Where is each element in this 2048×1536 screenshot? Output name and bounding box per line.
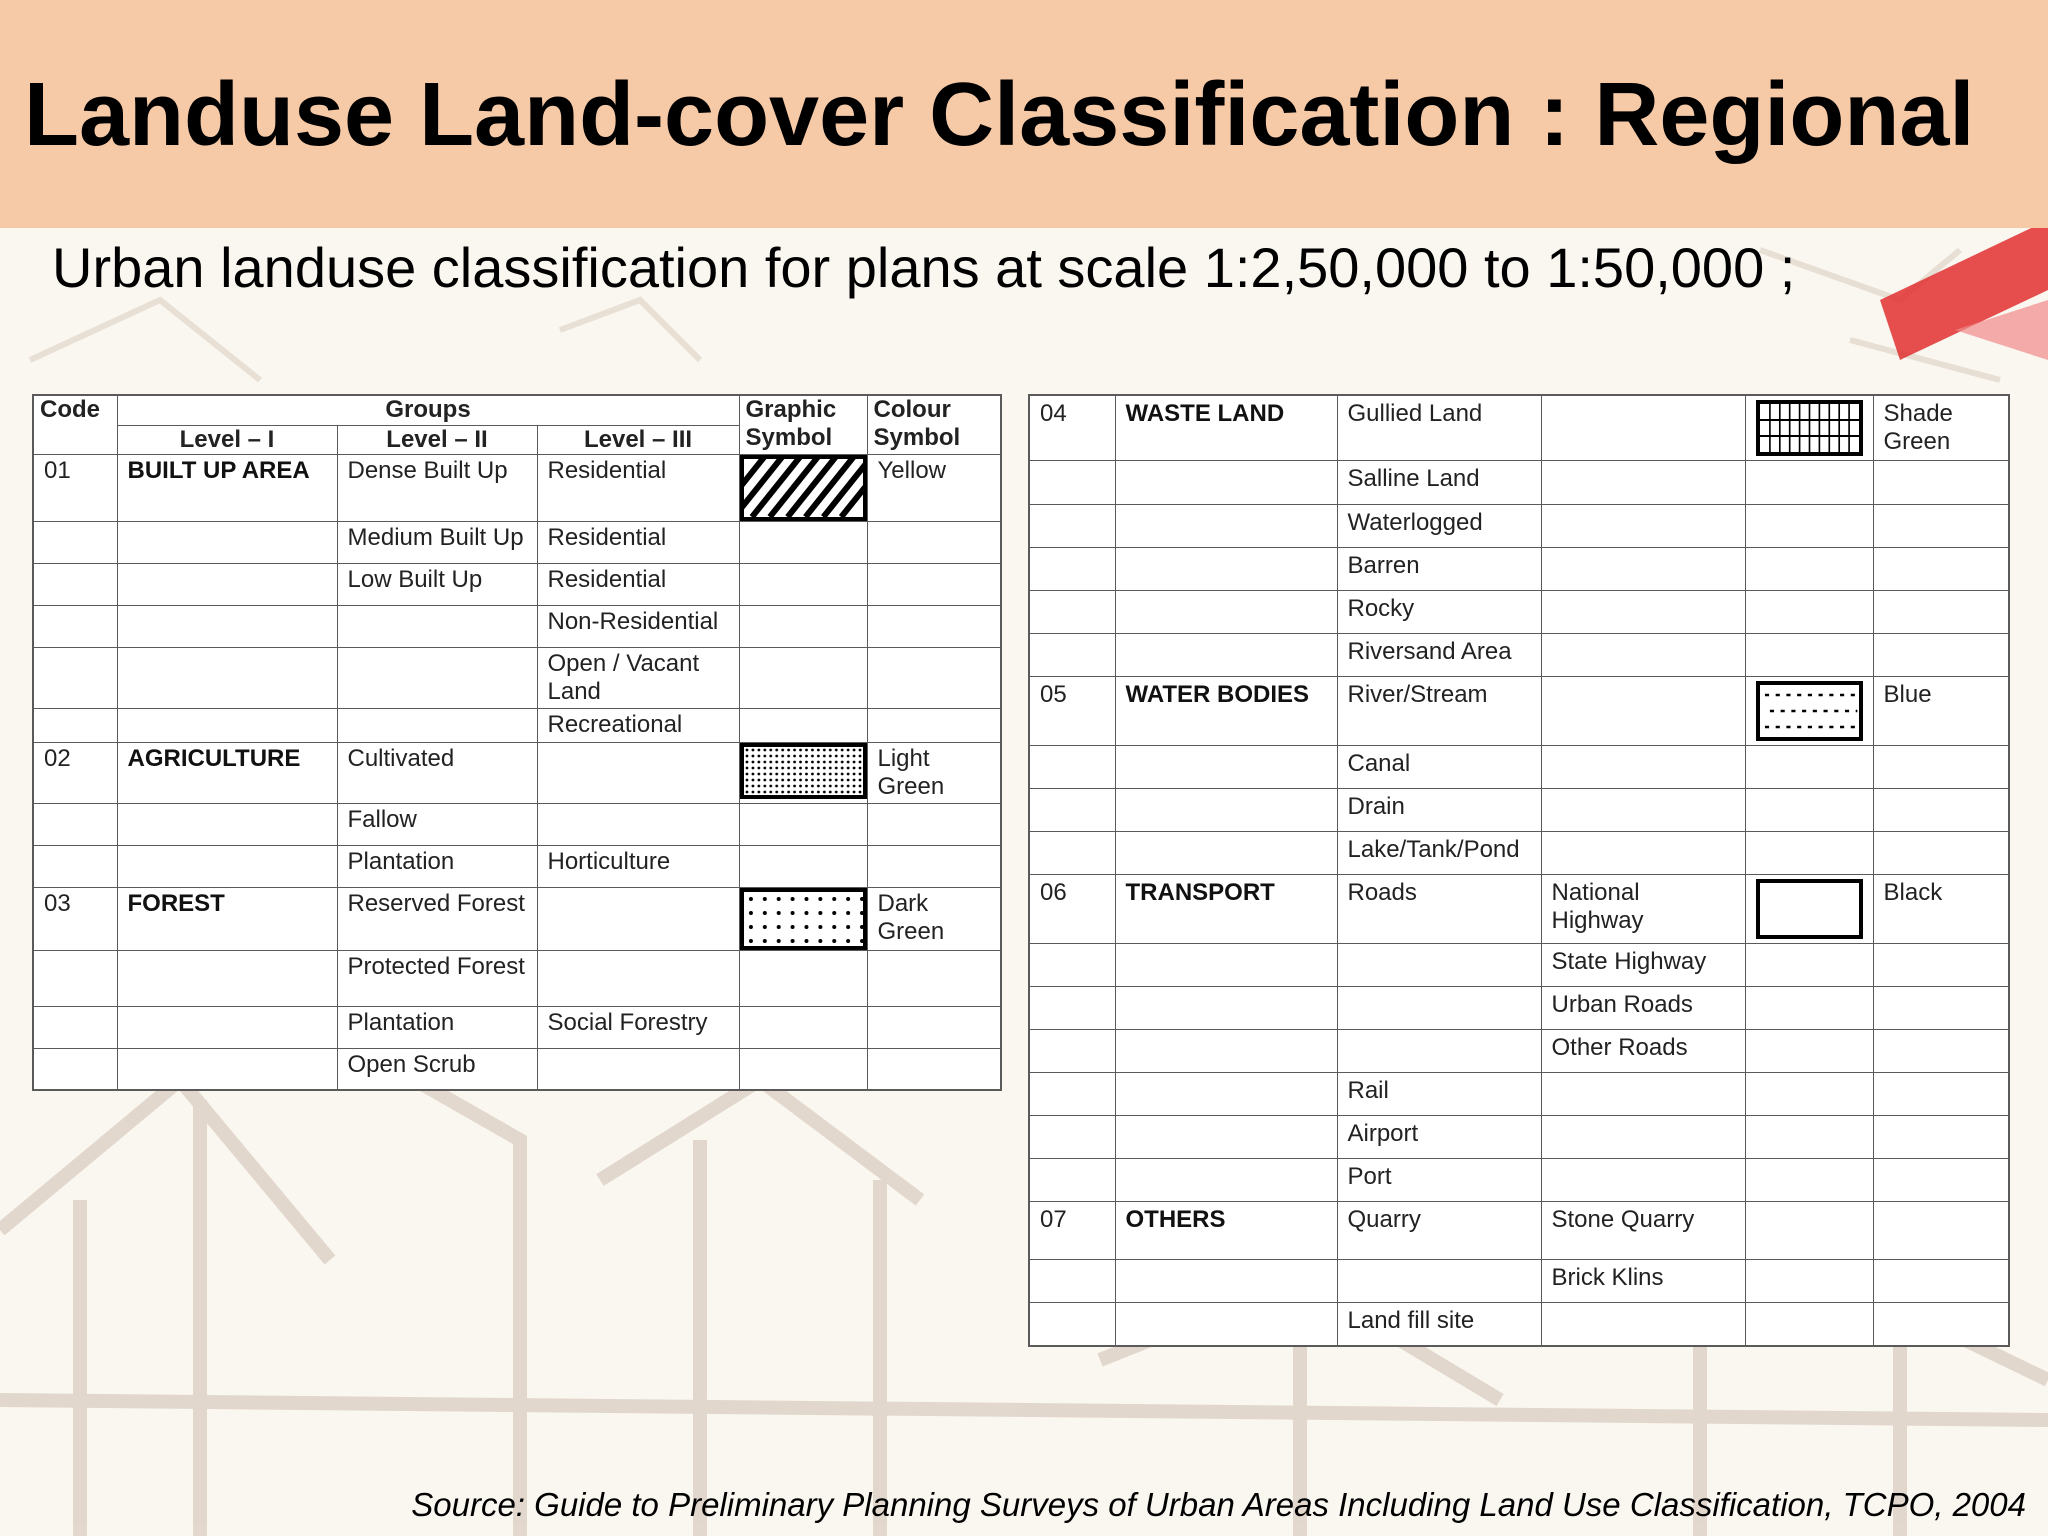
cell-code: 03 xyxy=(33,887,117,950)
cell-level1 xyxy=(1115,789,1337,832)
cell-graphic xyxy=(739,887,867,950)
table-row xyxy=(1029,1202,2009,1260)
grid-icon xyxy=(1760,404,1859,452)
cell-code xyxy=(1029,461,1115,505)
cell-level2: Lake/Tank/Pond xyxy=(1337,832,1541,875)
cell-level1 xyxy=(1115,1073,1337,1116)
cell-level3 xyxy=(1541,832,1745,875)
cell-colour xyxy=(1873,944,2009,987)
cell-level3 xyxy=(537,950,739,1006)
table-row xyxy=(1029,789,2009,832)
table-row xyxy=(33,742,1001,803)
cell-level2: Barren xyxy=(1337,548,1541,591)
cell-level3: Residential xyxy=(537,521,739,563)
table-row xyxy=(1029,1303,2009,1346)
cell-graphic xyxy=(1745,634,1873,677)
cell-level2: Drain xyxy=(1337,789,1541,832)
cell-graphic xyxy=(1745,548,1873,591)
cell-level1 xyxy=(117,1006,337,1048)
cell-level3 xyxy=(537,803,739,845)
cell-level2: Open Scrub xyxy=(337,1048,537,1090)
table-row xyxy=(33,563,1001,605)
cell-level1 xyxy=(1115,746,1337,789)
cell-level1 xyxy=(1115,461,1337,505)
cell-code xyxy=(1029,944,1115,987)
cell-level2: Port xyxy=(1337,1159,1541,1202)
cell-level2: Gullied Land xyxy=(1337,395,1541,461)
cell-graphic xyxy=(739,521,867,563)
cell-level2: Protected Forest xyxy=(337,950,537,1006)
cell-colour: Blue xyxy=(1873,677,2009,746)
cell-level2 xyxy=(1337,1030,1541,1073)
cell-level2 xyxy=(337,605,537,647)
cell-colour xyxy=(867,647,1001,708)
table-row xyxy=(1029,505,2009,548)
cell-colour xyxy=(1873,987,2009,1030)
cell-level3: Social Forestry xyxy=(537,1006,739,1048)
cell-colour xyxy=(867,1006,1001,1048)
cell-graphic xyxy=(739,742,867,803)
cell-level2: Cultivated xyxy=(337,742,537,803)
table-row xyxy=(1029,1116,2009,1159)
cell-level1 xyxy=(1115,1116,1337,1159)
cell-level1 xyxy=(1115,548,1337,591)
cell-level2: Land fill site xyxy=(1337,1303,1541,1346)
cell-level3 xyxy=(1541,461,1745,505)
table-row xyxy=(33,803,1001,845)
cell-level1 xyxy=(1115,1260,1337,1303)
table-row xyxy=(33,950,1001,1006)
header-code: Code xyxy=(33,395,117,454)
grid-symbol xyxy=(1756,400,1863,456)
cell-code: 02 xyxy=(33,742,117,803)
cell-colour: Light Green xyxy=(867,742,1001,803)
cell-level2: Medium Built Up xyxy=(337,521,537,563)
cell-code: 05 xyxy=(1029,677,1115,746)
sparse-dot-symbol xyxy=(740,888,867,950)
cell-code: 07 xyxy=(1029,1202,1115,1260)
cell-level2 xyxy=(337,647,537,708)
cell-graphic xyxy=(1745,1159,1873,1202)
cell-colour: Yellow xyxy=(867,454,1001,521)
cell-level2 xyxy=(1337,987,1541,1030)
cell-level2: Airport xyxy=(1337,1116,1541,1159)
cell-code xyxy=(33,803,117,845)
cell-level3: Open / Vacant Land xyxy=(537,647,739,708)
table-row xyxy=(33,887,1001,950)
cell-level1 xyxy=(1115,634,1337,677)
cell-colour xyxy=(867,563,1001,605)
table-row xyxy=(33,1048,1001,1090)
cell-level1: FOREST xyxy=(117,887,337,950)
cell-level3: National Highway xyxy=(1541,875,1745,944)
cell-level3: Residential xyxy=(537,454,739,521)
table-row xyxy=(1029,944,2009,987)
cell-graphic xyxy=(1745,832,1873,875)
table-row xyxy=(33,708,1001,742)
cell-graphic xyxy=(739,563,867,605)
cell-level1 xyxy=(1115,505,1337,548)
table-row xyxy=(33,521,1001,563)
cell-code xyxy=(33,563,117,605)
cell-code xyxy=(1029,1030,1115,1073)
sparse-dot-icon xyxy=(744,892,863,946)
table-row xyxy=(1029,1073,2009,1116)
cell-level1: WATER BODIES xyxy=(1115,677,1337,746)
cell-graphic xyxy=(739,845,867,887)
cell-code xyxy=(1029,789,1115,832)
cell-code xyxy=(1029,548,1115,591)
cell-level3 xyxy=(1541,395,1745,461)
cell-level2: Roads xyxy=(1337,875,1541,944)
cell-colour xyxy=(867,708,1001,742)
cell-colour xyxy=(1873,548,2009,591)
cell-code xyxy=(1029,832,1115,875)
cell-level1 xyxy=(117,647,337,708)
source-citation: Source: Guide to Preliminary Planning Surveys of Urban Areas Including Land Use Classification, TCPO, 2004 xyxy=(411,1486,2026,1523)
cell-level1 xyxy=(1115,832,1337,875)
cell-level2: Canal xyxy=(1337,746,1541,789)
classification-table-left xyxy=(32,394,1002,1091)
table-row xyxy=(1029,832,2009,875)
cell-level1 xyxy=(117,950,337,1006)
cell-level1: TRANSPORT xyxy=(1115,875,1337,944)
cell-colour xyxy=(867,521,1001,563)
cell-level1 xyxy=(1115,944,1337,987)
diagonal-hatch-icon xyxy=(744,459,863,517)
cell-code xyxy=(1029,746,1115,789)
cell-level2: Plantation xyxy=(337,1006,537,1048)
cell-graphic xyxy=(739,454,867,521)
dash-symbol xyxy=(1756,681,1863,741)
cell-level3 xyxy=(1541,1303,1745,1346)
cell-level2 xyxy=(1337,1260,1541,1303)
table-row xyxy=(33,647,1001,708)
cell-code xyxy=(1029,1116,1115,1159)
cell-graphic xyxy=(1745,944,1873,987)
table-row xyxy=(33,1006,1001,1048)
cell-graphic xyxy=(739,708,867,742)
dense-dot-symbol xyxy=(740,743,867,799)
title-band xyxy=(0,0,2048,228)
cell-level1 xyxy=(117,1048,337,1090)
cell-level2 xyxy=(1337,944,1541,987)
cell-level1: AGRICULTURE xyxy=(117,742,337,803)
header-graphic-symbol: Graphic Symbol xyxy=(739,395,867,454)
cell-graphic xyxy=(1745,461,1873,505)
cell-level2: Riversand Area xyxy=(1337,634,1541,677)
cell-level3 xyxy=(537,1048,739,1090)
cell-level3: Urban Roads xyxy=(1541,987,1745,1030)
cell-level1 xyxy=(117,803,337,845)
cell-graphic xyxy=(1745,987,1873,1030)
cell-level2: Salline Land xyxy=(1337,461,1541,505)
cell-level3 xyxy=(1541,1159,1745,1202)
cell-level3: Recreational xyxy=(537,708,739,742)
cell-code xyxy=(1029,1159,1115,1202)
cell-colour xyxy=(867,950,1001,1006)
table-row xyxy=(1029,677,2009,746)
cell-level3: Non-Residential xyxy=(537,605,739,647)
table-row xyxy=(1029,395,2009,461)
cell-level2: Reserved Forest xyxy=(337,887,537,950)
table-row xyxy=(1029,987,2009,1030)
cell-code xyxy=(1029,1260,1115,1303)
cell-level2: Rocky xyxy=(1337,591,1541,634)
cell-graphic xyxy=(1745,395,1873,461)
cell-code xyxy=(33,708,117,742)
cell-level2: River/Stream xyxy=(1337,677,1541,746)
cell-code xyxy=(1029,634,1115,677)
cell-level3 xyxy=(537,887,739,950)
cell-colour xyxy=(1873,461,2009,505)
page-subtitle: Urban landuse classification for plans at scale 1:2,50,000 to 1:50,000 ; xyxy=(52,236,1796,299)
cell-colour xyxy=(1873,1159,2009,1202)
cell-colour xyxy=(867,845,1001,887)
cell-level1 xyxy=(117,521,337,563)
cell-level2: Plantation xyxy=(337,845,537,887)
cell-level3: Horticulture xyxy=(537,845,739,887)
cell-colour xyxy=(1873,1260,2009,1303)
classification-table-right xyxy=(1028,394,2010,1347)
cell-level2: Dense Built Up xyxy=(337,454,537,521)
cell-level1 xyxy=(117,605,337,647)
table-row xyxy=(1029,1159,2009,1202)
cell-code xyxy=(1029,591,1115,634)
cell-graphic xyxy=(739,605,867,647)
dense-dot-icon xyxy=(744,747,863,795)
cell-level1 xyxy=(117,708,337,742)
cell-colour xyxy=(1873,832,2009,875)
table-row xyxy=(1029,1030,2009,1073)
cell-graphic xyxy=(1745,746,1873,789)
cell-level3: Brick Klins xyxy=(1541,1260,1745,1303)
table-row xyxy=(1029,875,2009,944)
cell-colour xyxy=(867,803,1001,845)
cell-level2: Fallow xyxy=(337,803,537,845)
cell-graphic xyxy=(739,803,867,845)
cell-graphic xyxy=(739,1006,867,1048)
cell-graphic xyxy=(1745,1116,1873,1159)
cell-level3 xyxy=(1541,591,1745,634)
plain-box-symbol xyxy=(1756,879,1863,939)
cell-level3 xyxy=(1541,1073,1745,1116)
table-row xyxy=(1029,1260,2009,1303)
table-row xyxy=(33,605,1001,647)
cell-colour xyxy=(1873,634,2009,677)
cell-code: 04 xyxy=(1029,395,1115,461)
cell-level3: Stone Quarry xyxy=(1541,1202,1745,1260)
cell-level1: OTHERS xyxy=(1115,1202,1337,1260)
table-row xyxy=(1029,634,2009,677)
table-row xyxy=(33,845,1001,887)
cell-level3 xyxy=(1541,746,1745,789)
cell-graphic xyxy=(1745,677,1873,746)
cell-level1 xyxy=(117,845,337,887)
cell-level3 xyxy=(1541,789,1745,832)
cell-level3 xyxy=(1541,505,1745,548)
cell-level2 xyxy=(337,708,537,742)
cell-code: 06 xyxy=(1029,875,1115,944)
cell-colour xyxy=(1873,1030,2009,1073)
cell-colour xyxy=(1873,505,2009,548)
cell-level1 xyxy=(117,563,337,605)
table-row xyxy=(1029,461,2009,505)
cell-level1 xyxy=(1115,1303,1337,1346)
cell-code xyxy=(33,605,117,647)
cell-level2: Rail xyxy=(1337,1073,1541,1116)
cell-code xyxy=(33,950,117,1006)
cell-graphic xyxy=(1745,789,1873,832)
cell-level2: Quarry xyxy=(1337,1202,1541,1260)
cell-graphic xyxy=(1745,875,1873,944)
table-row xyxy=(33,454,1001,521)
table-row xyxy=(1029,548,2009,591)
cell-colour xyxy=(867,605,1001,647)
cell-graphic xyxy=(1745,1260,1873,1303)
diagonal-hatch-symbol xyxy=(740,455,867,521)
cell-code xyxy=(1029,987,1115,1030)
cell-graphic xyxy=(739,1048,867,1090)
cell-colour: Dark Green xyxy=(867,887,1001,950)
cell-code xyxy=(1029,1303,1115,1346)
cell-graphic xyxy=(1745,1030,1873,1073)
cell-colour xyxy=(867,1048,1001,1090)
cell-level3: Other Roads xyxy=(1541,1030,1745,1073)
cell-code xyxy=(33,647,117,708)
cell-colour xyxy=(1873,591,2009,634)
cell-graphic xyxy=(1745,1073,1873,1116)
cell-colour xyxy=(1873,1202,2009,1260)
header-groups: Groups xyxy=(117,395,739,425)
cell-code xyxy=(1029,505,1115,548)
cell-graphic xyxy=(1745,505,1873,548)
cell-level3: State Highway xyxy=(1541,944,1745,987)
cell-level1 xyxy=(1115,1030,1337,1073)
cell-code xyxy=(33,1006,117,1048)
table-row xyxy=(1029,591,2009,634)
cell-graphic xyxy=(739,950,867,1006)
cell-level1: WASTE LAND xyxy=(1115,395,1337,461)
cell-colour xyxy=(1873,1116,2009,1159)
cell-code xyxy=(33,521,117,563)
header-level-3: Level – III xyxy=(537,425,739,454)
cell-graphic xyxy=(739,647,867,708)
header-level-2: Level – II xyxy=(337,425,537,454)
cell-colour: Shade Green xyxy=(1873,395,2009,461)
cell-level1 xyxy=(1115,1159,1337,1202)
cell-graphic xyxy=(1745,1202,1873,1260)
header-colour-symbol: Colour Symbol xyxy=(867,395,1001,454)
cell-graphic xyxy=(1745,1303,1873,1346)
cell-colour xyxy=(1873,1073,2009,1116)
cell-colour xyxy=(1873,746,2009,789)
cell-colour xyxy=(1873,789,2009,832)
cell-level2: Low Built Up xyxy=(337,563,537,605)
dash-icon xyxy=(1760,685,1859,737)
cell-graphic xyxy=(1745,591,1873,634)
cell-level3 xyxy=(1541,677,1745,746)
cell-level3 xyxy=(1541,548,1745,591)
cell-code xyxy=(1029,1073,1115,1116)
cell-level1 xyxy=(1115,987,1337,1030)
cell-level3 xyxy=(1541,1116,1745,1159)
cell-level3 xyxy=(537,742,739,803)
page-title: Landuse Land-cover Classification : Regional xyxy=(24,65,1975,165)
cell-code xyxy=(33,1048,117,1090)
cell-level3: Residential xyxy=(537,563,739,605)
table-row xyxy=(1029,746,2009,789)
cell-level1 xyxy=(1115,591,1337,634)
cell-level3 xyxy=(1541,634,1745,677)
cell-level1: BUILT UP AREA xyxy=(117,454,337,521)
cell-code xyxy=(33,845,117,887)
cell-level2: Waterlogged xyxy=(1337,505,1541,548)
cell-colour: Black xyxy=(1873,875,2009,944)
header-level-1: Level – I xyxy=(117,425,337,454)
cell-code: 01 xyxy=(33,454,117,521)
cell-colour xyxy=(1873,1303,2009,1346)
